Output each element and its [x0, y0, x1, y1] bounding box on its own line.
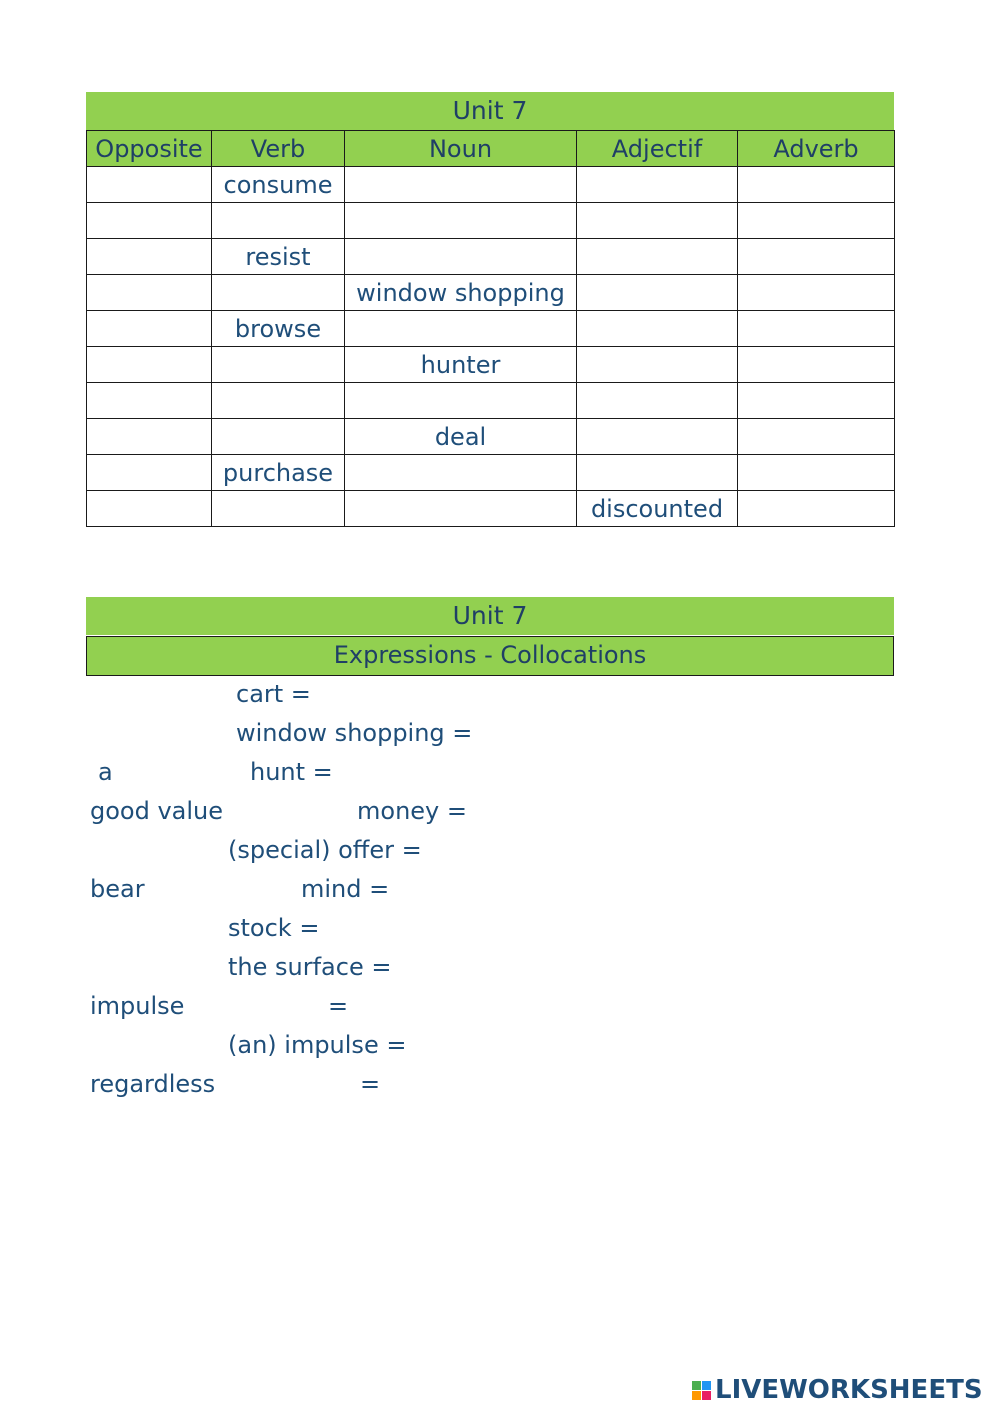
expression-row — [86, 792, 894, 831]
expression-text: hunt = — [250, 758, 333, 786]
cell-verb[interactable] — [212, 491, 345, 527]
cell-noun[interactable] — [345, 491, 577, 527]
expression-text: the surface = — [228, 953, 392, 981]
expression-row — [86, 948, 894, 987]
cell-noun[interactable] — [345, 239, 577, 275]
table-row — [87, 203, 895, 239]
expression-row — [86, 1065, 894, 1104]
column-header-verb: Verb — [212, 131, 345, 167]
cell-verb[interactable] — [212, 383, 345, 419]
expression-prefix: good value — [90, 797, 224, 825]
cell-adverb[interactable] — [738, 419, 895, 455]
cell-noun: hunter — [345, 347, 577, 383]
cell-opposite[interactable] — [87, 239, 212, 275]
cell-opposite[interactable] — [87, 311, 212, 347]
cell-adverb[interactable] — [738, 347, 895, 383]
cell-adjective[interactable] — [577, 311, 738, 347]
expression-row — [86, 870, 894, 909]
cell-adjective[interactable] — [577, 275, 738, 311]
cell-verb: purchase — [212, 455, 345, 491]
cell-opposite[interactable] — [87, 275, 212, 311]
table-row — [87, 311, 895, 347]
cell-noun: window shopping — [345, 275, 577, 311]
cell-noun[interactable] — [345, 311, 577, 347]
expression-prefix: regardless — [90, 1070, 216, 1098]
table-row — [87, 239, 895, 275]
cell-verb[interactable] — [212, 419, 345, 455]
cell-adjective[interactable] — [577, 203, 738, 239]
expression-row — [86, 675, 894, 714]
expression-text: cart = — [236, 680, 311, 708]
cell-noun[interactable] — [345, 383, 577, 419]
expression-row — [86, 714, 894, 753]
expression-text: = — [328, 992, 349, 1020]
cell-noun[interactable] — [345, 455, 577, 491]
expression-text: = — [360, 1070, 381, 1098]
logo-icon — [692, 1381, 711, 1400]
cell-adverb[interactable] — [738, 203, 895, 239]
cell-opposite[interactable] — [87, 347, 212, 383]
expression-text: mind = — [301, 875, 390, 903]
liveworksheets-logo — [692, 1374, 983, 1406]
expression-row — [86, 831, 894, 870]
expression-row — [86, 753, 894, 792]
cell-adverb[interactable] — [738, 455, 895, 491]
cell-noun[interactable] — [345, 167, 577, 203]
expression-text: money = — [357, 797, 467, 825]
expression-row — [86, 987, 894, 1026]
cell-opposite[interactable] — [87, 455, 212, 491]
cell-adjective: discounted — [577, 491, 738, 527]
cell-noun[interactable] — [345, 203, 577, 239]
cell-verb[interactable] — [212, 203, 345, 239]
cell-verb[interactable] — [212, 347, 345, 383]
expression-text: window shopping = — [236, 719, 473, 747]
unit-title-banner: Unit 7 — [86, 92, 894, 130]
expression-prefix: a — [98, 758, 113, 786]
table-row — [87, 383, 895, 419]
table-header-row — [87, 131, 895, 167]
expression-row — [86, 909, 894, 948]
word-forms-table — [86, 130, 895, 527]
cell-opposite[interactable] — [87, 203, 212, 239]
cell-adjective[interactable] — [577, 419, 738, 455]
expression-prefix: impulse — [90, 992, 185, 1020]
cell-opposite[interactable] — [87, 167, 212, 203]
unit-title-banner-2: Unit 7 — [86, 597, 894, 635]
cell-adverb[interactable] — [738, 491, 895, 527]
table-row — [87, 455, 895, 491]
cell-opposite[interactable] — [87, 419, 212, 455]
expressions-subtitle: Expressions - Collocations — [86, 636, 894, 676]
cell-adjective[interactable] — [577, 239, 738, 275]
column-header-adjective: Adjectif — [577, 131, 738, 167]
cell-adverb[interactable] — [738, 239, 895, 275]
table-row — [87, 491, 895, 527]
column-header-adverb: Adverb — [738, 131, 895, 167]
table-row — [87, 347, 895, 383]
cell-opposite[interactable] — [87, 383, 212, 419]
table-row — [87, 167, 895, 203]
cell-adverb[interactable] — [738, 167, 895, 203]
cell-adverb[interactable] — [738, 275, 895, 311]
table-row — [87, 419, 895, 455]
column-header-opposite: Opposite — [87, 131, 212, 167]
logo-text: LIVEWORKSHEETS — [715, 1375, 983, 1405]
cell-adjective[interactable] — [577, 455, 738, 491]
cell-verb: resist — [212, 239, 345, 275]
cell-adverb[interactable] — [738, 311, 895, 347]
column-header-noun: Noun — [345, 131, 577, 167]
word-forms-body — [87, 167, 895, 527]
cell-opposite[interactable] — [87, 491, 212, 527]
cell-noun: deal — [345, 419, 577, 455]
expression-text: stock = — [228, 914, 320, 942]
cell-adjective[interactable] — [577, 383, 738, 419]
expression-row — [86, 1026, 894, 1065]
cell-adjective[interactable] — [577, 167, 738, 203]
cell-adverb[interactable] — [738, 383, 895, 419]
cell-verb: browse — [212, 311, 345, 347]
expression-prefix: bear — [90, 875, 145, 903]
expression-text: (special) offer = — [228, 836, 422, 864]
cell-adjective[interactable] — [577, 347, 738, 383]
table-row — [87, 275, 895, 311]
cell-verb[interactable] — [212, 275, 345, 311]
expression-text: (an) impulse = — [228, 1031, 407, 1059]
expressions-list — [86, 675, 894, 1105]
cell-verb: consume — [212, 167, 345, 203]
